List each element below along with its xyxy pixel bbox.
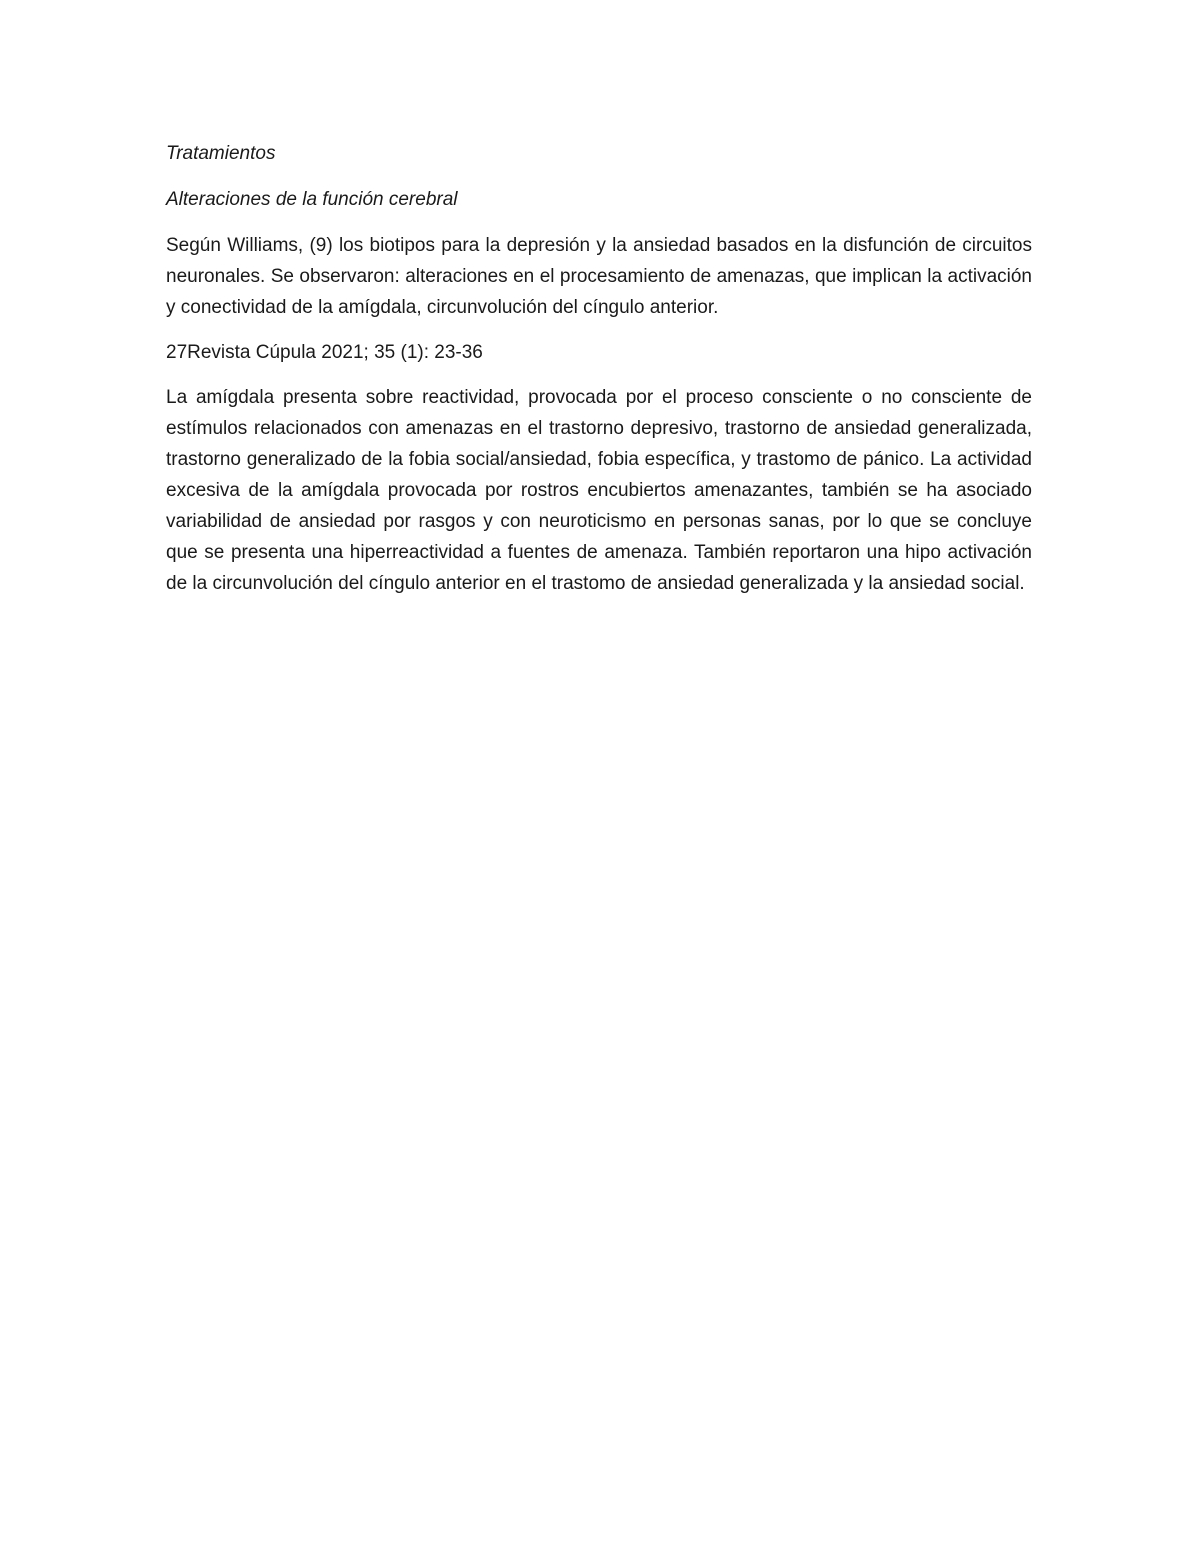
paragraph-williams: Según Williams, (9) los biotipos para la depresión y la ansiedad basados en la disfunción de circuitos neuronales. Se observaron: alteraciones en el procesamiento de amenazas, que implican la activación y conectividad de la amígdala, circunvolución del cíngulo anterior. (166, 235, 1032, 318)
paragraph-amygdala: La amígdala presenta sobre reactividad, provocada por el proceso consciente o no consciente de estímulos relacionados con amenazas en el trastorno depresivo, trastorno de ansiedad generalizada, trastorno generalizado de la fobia social/ansiedad, fobia específica, y trastomo de pánico. La actividad excesiva de la amígdala provocada por rostros encubiertos amenazantes, también se ha asociado variabilidad de ansiedad por rasgos y con neuroticismo en personas sanas, por lo que se concluye que se presenta una hiperreactividad a fuentes de amenaza. También reportaron una hipo activación de la circunvolución del cíngulo anterior en el trastomo de ansiedad generalizada y la ansiedad social. (166, 387, 1032, 594)
journal-citation: 27Revista Cúpula 2021; 35 (1): 23-36 (166, 342, 483, 363)
document-body (166, 138, 1032, 613)
subsection-heading: Alteraciones de la función cerebral (166, 189, 458, 210)
section-heading: Tratamientos (166, 143, 276, 164)
